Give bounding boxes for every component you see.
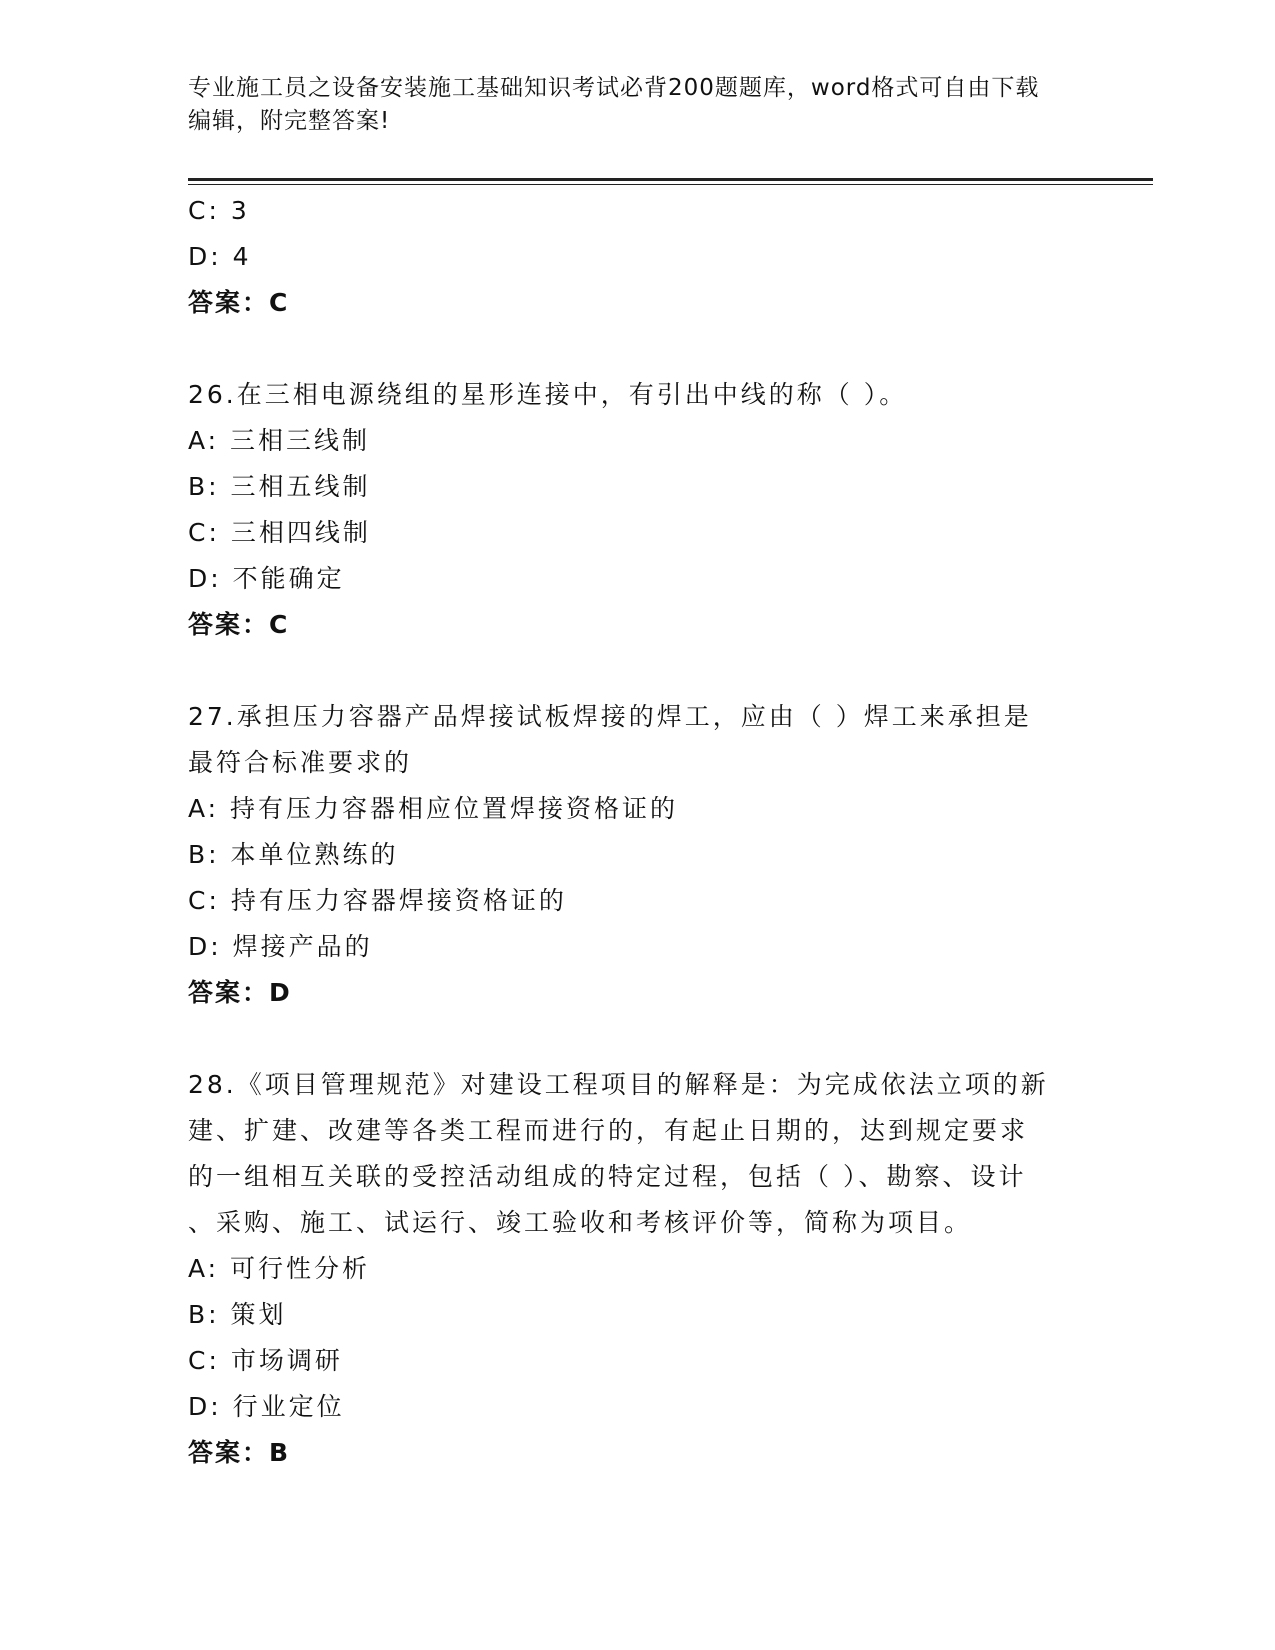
answer-line: 答案：B	[188, 1438, 291, 1467]
question-text-line: 26.在三相电源绕组的星形连接中，有引出中线的称（ ）。	[188, 380, 908, 409]
option-c: C: 持有压力容器焊接资格证的	[188, 886, 567, 915]
question-27	[188, 694, 1088, 1016]
answer-line: 答案：C	[188, 610, 290, 639]
spacer	[188, 1016, 1088, 1062]
question-text-line: 最符合标准要求的	[188, 748, 413, 777]
option-c: C: 三相四线制	[188, 518, 371, 547]
question-text-line: 的一组相互关联的受控活动组成的特定过程，包括（ ）、勘察、设计	[188, 1162, 1027, 1191]
option-c: C: 市场调研	[188, 1346, 343, 1375]
spacer	[188, 648, 1088, 694]
option-a: A: 持有压力容器相应位置焊接资格证的	[188, 794, 679, 823]
question-25-continuation	[188, 188, 1088, 326]
option-c: C: 3	[188, 196, 250, 225]
question-text-line: 建、扩建、改建等各类工程而进行的，有起止日期的，达到规定要求	[188, 1116, 1029, 1145]
question-28	[188, 1062, 1088, 1476]
header-divider-thick	[188, 178, 1153, 181]
spacer	[188, 326, 1088, 372]
answer-line: 答案：C	[188, 288, 290, 317]
option-b: B: 本单位熟练的	[188, 840, 399, 869]
question-list	[188, 188, 1088, 1476]
question-text-line: 27.承担压力容器产品焊接试板焊接的焊工，应由（ ）焊工来承担是	[188, 702, 1032, 731]
option-b: B: 三相五线制	[188, 472, 371, 501]
option-d: D: 行业定位	[188, 1392, 345, 1421]
option-a: A: 三相三线制	[188, 426, 371, 455]
option-d: D: 焊接产品的	[188, 932, 373, 961]
document-header	[188, 72, 1068, 138]
option-d: D: 不能确定	[188, 564, 345, 593]
answer-line: 答案：D	[188, 978, 292, 1007]
header-divider-thin	[188, 184, 1153, 185]
question-text-line: 、采购、施工、试运行、竣工验收和考核评价等，简称为项目。	[188, 1208, 973, 1237]
option-d: D: 4	[188, 242, 252, 271]
header-title-line-2: 编辑，附完整答案!	[188, 108, 391, 134]
option-a: A: 可行性分析	[188, 1254, 371, 1283]
question-26	[188, 372, 1088, 648]
option-b: B: 策划	[188, 1300, 287, 1329]
header-title-line-1: 专业施工员之设备安装施工基础知识考试必背200题题库，word格式可自由下载	[188, 75, 1040, 101]
question-text-line: 28.《项目管理规范》对建设工程项目的解释是：为完成依法立项的新	[188, 1070, 1049, 1099]
